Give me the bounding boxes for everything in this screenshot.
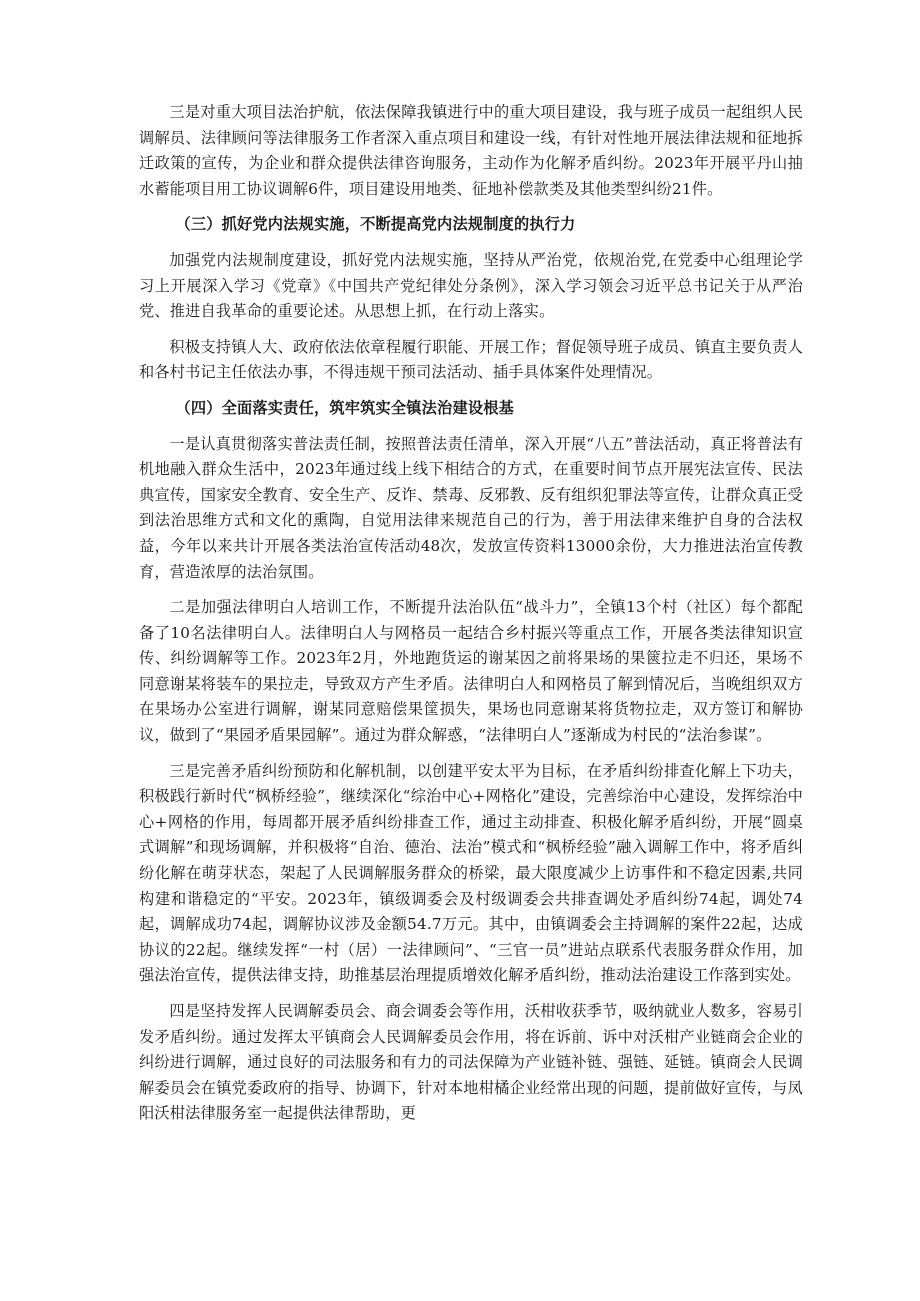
- paragraph-party-regulations: 加强党内法规制度建设，抓好党内法规实施，坚持从严治党，依规治党,在党委中心组理论学习上开展深入学习《党章》《中国共产党纪律处分条例》，深入学习领会习近平总书记关于从严治党、推进自我革命的重要论述。从思想上抓，在行动上落实。: [139, 250, 803, 321]
- paragraph-legal-education: 一是认真贯彻落实普法责任制，按照普法责任清单，深入开展“八五”普法活动，真正将普法有机地融入群众生活中，2023年通过线上线下相结合的方式，在重要时间节点开展宪法宣传、民法典宣传，国家安全教育、安全生产、反诈、禁毒、反邪教、反有组织犯罪法等宣传，让群众真正受到法治思维方式和文化的熏陶，自觉用法律来规范自己的行为，善于用法律来维护自身的合法权益，今年以来共计开展各类法治宣传活动48次，发放宣传资料13000余份，大力推进法治宣传教育，营造浓厚的法治氛围。: [139, 434, 803, 581]
- paragraph-legal-experts: 二是加强法律明白人培训工作，不断提升法治队伍“战斗力”，全镇13个村（社区）每个都配备了10名法律明白人。法律明白人与网格员一起结合乡村振兴等重点工作，开展各类法律知识宣传、纠纷调解等工作。2023年2月，外地跑货运的谢某因之前将果场的果篋拉走不归还，果场不同意谢某将装车的果拉走，导致双方产生矛盾。法律明白人和网格员了解到情况后，当晚组织双方在果场办公室进行调解，谢某同意赔偿果筐损失，果场也同意谢某将货物拉走，双方签订和解协议，做到了“果园矛盾果园解”。通过为群众解惑，“法律明白人”逐渐成为村民的“法治参谋”。: [139, 598, 803, 745]
- paragraph-dispute-resolution: 三是完善矛盾纠纷预防和化解机制，以创建平安太平为目标，在矛盾纠纷排查化解上下功夫，积极践行新时代“枫桥经验”，继续深化“综治中心+网格化”建设，完善综治中心建设，发挥综治中心+网格的作用，每周都开展矛盾纠纷排查工作，通过主动排查、积极化解矛盾纠纷，开展“圆桌式调解”和现场调解，并积极将“自治、德治、法治”模式和“枫桥经验”融入调解工作中，将矛盾纠纷化解在萌芽状态，架起了人民调解服务群众的桥梁，最大限度减少上访事件和不稳定因素,共同构建和谐稳定的“平安。2023年，镇级调委会及村级调委会共排查调处矛盾纠纷74起，调处74起，调解成功74起，调解协议涉及金额54.7万元。其中，由镇调委会主持调解的案件22起，达成协议的22起。继续发挥“一村（居）一法律顾问”、“三官一员”进站点联系代表服务群众作用，加强法治宣传，提供法律支持，助推基层治理提质增效化解矛盾纠纷，推动法治建设工作落到实处。: [139, 761, 803, 985]
- paragraph-major-projects: 三是对重大项目法治护航，依法保障我镇进行中的重大项目建设，我与班子成员一起组织人民调解员、法律顾问等法律服务工作者深入重点项目和建设一线，有针对性地开展法律法规和征地拆迁政策的宣传，为企业和群众提供法律咨询服务，主动作为化解矛盾纠纷。2023年开展平丹山抽水蓄能项目用工协议调解6件，项目建设用地类、征地补偿款类及其他类型纠纷21件。: [139, 103, 803, 198]
- heading-section-3: （三）抓好党内法规实施，不断提高党内法规制度的执行力: [175, 215, 576, 234]
- heading-section-4: （四）全面落实责任，筑牢筑实全镇法治建设根基: [175, 398, 514, 417]
- document-page: [139, 100, 803, 1137]
- paragraph-support-npc: 积极支持镇人大、政府依法依章程履行职能、开展工作；督促领导班子成员、镇直主要负责人和各村书记主任依法办事，不得违规干预司法活动、插手具体案件处理情况。: [139, 337, 803, 382]
- paragraph-mediation-committee: 四是坚持发挥人民调解委员会、商会调委会等作用，沃柑收获季节，吸纳就业人数多，容易引发矛盾纠纷。通过发挥太平镇商会人民调解委员会作用，将在诉前、诉中对沃柑产业链商会企业的纠纷进行调解，通过良好的司法服务和有力的司法保障为产业链补链、强链、延链。镇商会人民调解委员会在镇党委政府的指导、协调下，针对本地柑橘企业经常出现的问题，提前做好宣传，与凤阳沃柑法律服务室一起提供法律帮助，更: [139, 1002, 803, 1123]
